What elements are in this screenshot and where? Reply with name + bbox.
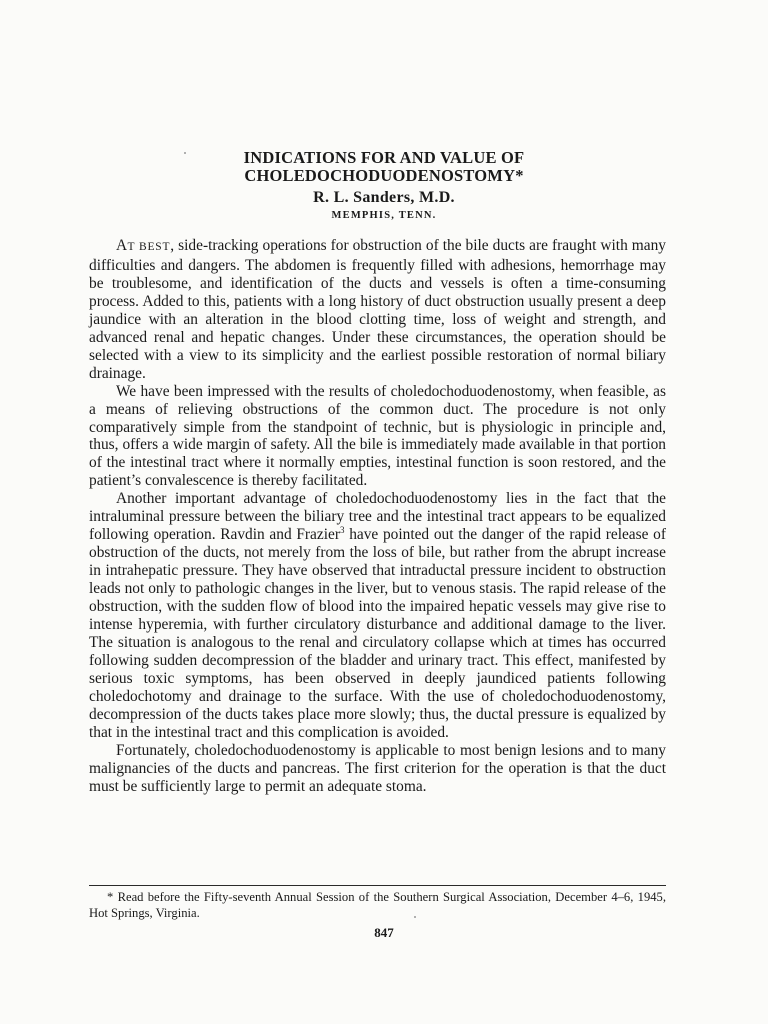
paragraph-3: [89, 490, 666, 741]
paragraph-3-text-a: Another important advantage of choledochoduodenostomy lies in the fact that the intraluminal pressure between the biliary tree and the intestinal tract appears to be equalized following operation. Ravdin and Frazier: [89, 490, 666, 544]
author-location: MEMPHIS, TENN.: [331, 210, 437, 221]
article-title-line-2: CHOLEDOCHODUODENOSTOMY*: [244, 166, 524, 185]
paragraph-1-text: , side-tracking operations for obstruction of the bile ducts are fraught with many difficulties and dangers. The abdomen is frequently filled with adhesions, hemorrhage may be troublesome, and identification of the ducts and vessels is often a time-consuming process. Added to this, patients with a long history of duct obstruction usually present a deep jaundice with an alteration in the blood clotting time, loss of weight and strength, and advanced renal and hepatic changes. Under these circumstances, the operation should be selected with a view to its simplicity and the earliest possible restoration of normal biliary drainage.: [89, 237, 666, 382]
footnote-divider: [89, 885, 666, 886]
paragraph-3-text-b: have pointed out the danger of the rapid release of obstruction of the ducts, not merely from the loss of bile, but rather from the abrupt increase in intrahepatic pressure. They have observed that intraductal pressure incident to obstruction leads not only to pathologic changes in the liver, but to venous stasis. The rapid release of the obstruction, with the sudden flow of blood into the impaired hepatic vessels may give rise to intense hyperemia, with further circulatory disturbance and additional damage to the liver. The situation is analogous to the renal and circulatory collapse which at times has occurred following sudden decompression of the bladder and urinary tract. This effect, manifested by serious toxic symptoms, has been observed in deeply jaundiced patients following choledochotomy and drainage to the surface. With the use of choledochoduodenostomy, decompression of the ducts takes place more slowly; thus, the ductal pressure is equalized by that in the intestinal tract and this complication is avoided.: [89, 526, 667, 741]
footnote: [89, 889, 666, 921]
footnote-marker: *: [107, 890, 118, 904]
article-title-line-1: INDICATIONS FOR AND VALUE OF: [243, 148, 525, 167]
lead-in-capital: A: [116, 237, 128, 254]
article-body: [89, 237, 666, 796]
paragraph-4: Fortunately, choledochoduodenostomy is applicable to most benign lesions and to many malignancies of the ducts and pancreas. The first criterion for the operation is that the duct must be sufficiently large to permit an adequate stoma.: [89, 741, 666, 795]
paragraph-2: We have been impressed with the results of choledochoduodenostomy, when feasible, as a means of relieving obstructions of the common duct. The procedure is not only comparatively simple from the standpoint of technic, but is physiologic in principle and, thus, offers a wide margin of safety. All the bile is immediately made available in that portion of the intestinal tract where it normally empties, intestinal function is soon restored, and the patient’s convalescence is thereby facilitated.: [89, 382, 666, 490]
print-speck: [184, 152, 186, 154]
paragraph-1: [89, 237, 666, 383]
lead-in-words: [116, 237, 170, 254]
citation-superscript: 3: [339, 525, 345, 536]
footnote-text: Read before the Fifty-seventh Annual Session of the Southern Surgical Association, December 4–6, 1945, Hot Springs, Virginia.: [89, 890, 666, 920]
author-byline: R. L. Sanders, M.D.: [313, 189, 455, 206]
lead-in-small-caps: T BEST: [127, 241, 171, 253]
print-speck: [414, 916, 416, 918]
page-number: 847: [374, 925, 394, 940]
